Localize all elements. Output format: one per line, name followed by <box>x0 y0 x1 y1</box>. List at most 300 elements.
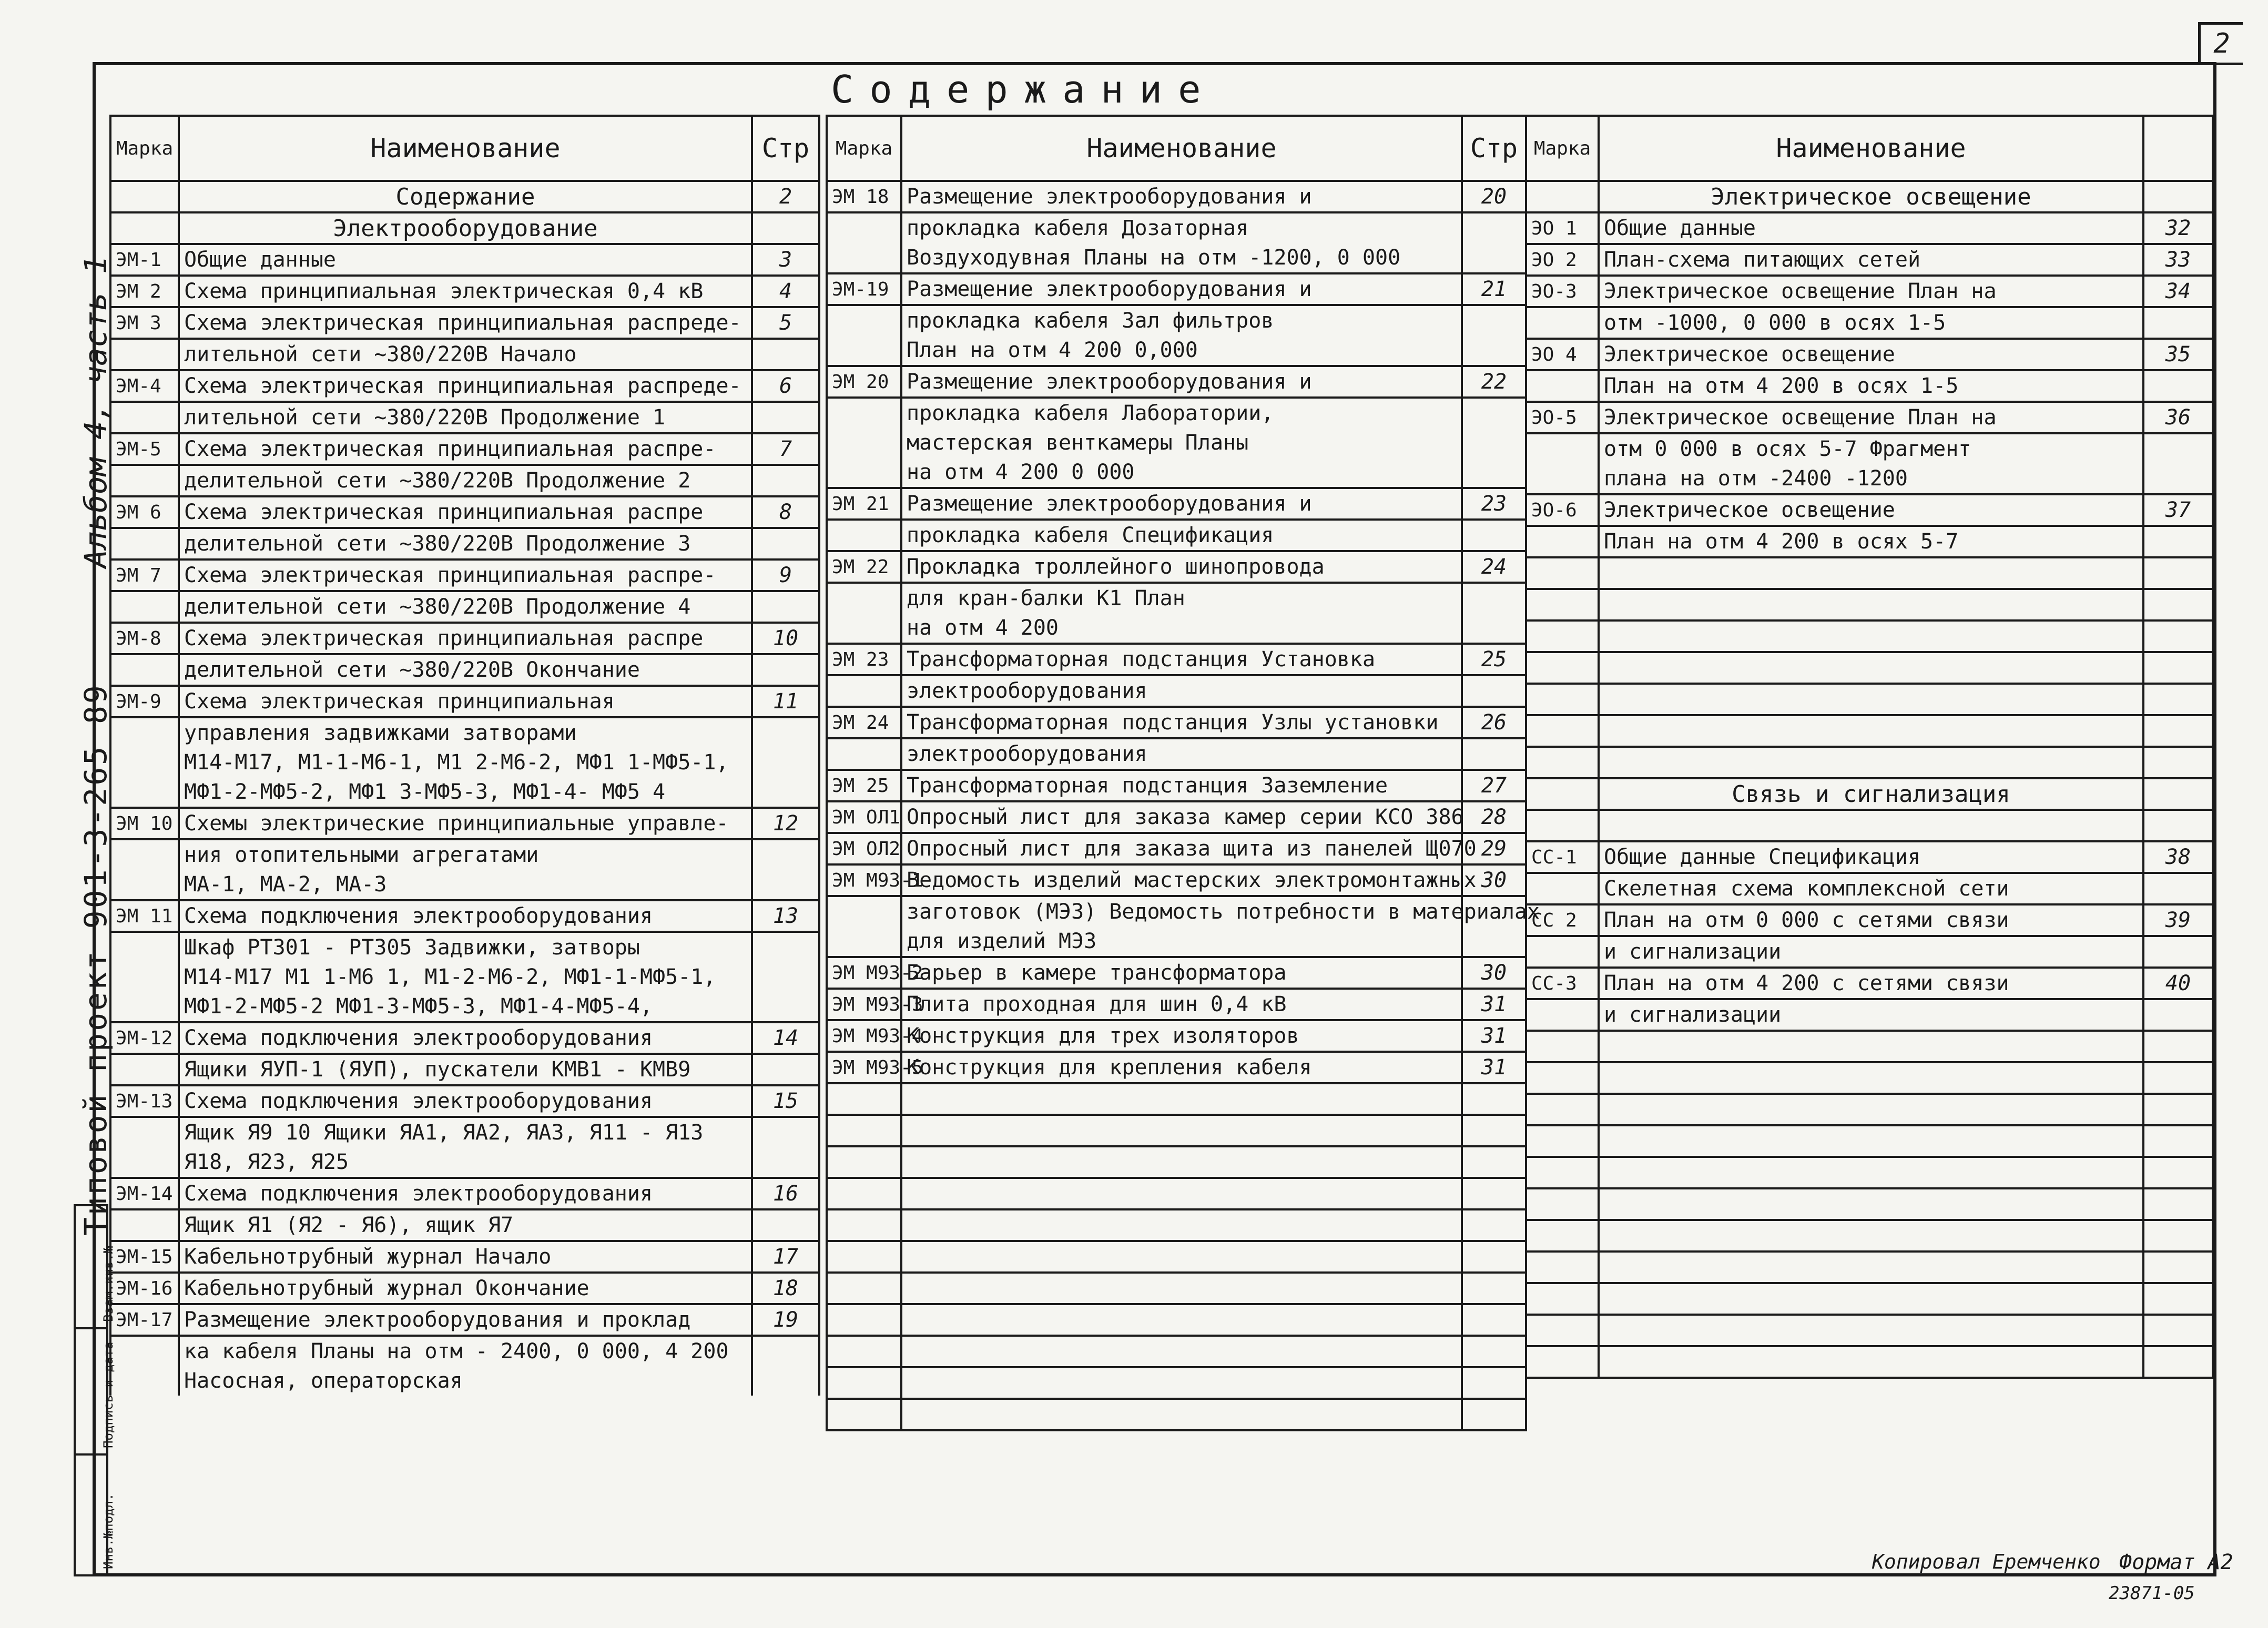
table-row <box>110 1147 819 1178</box>
table-row <box>827 1083 1526 1115</box>
row-mark <box>1526 873 1599 904</box>
table-row <box>827 1273 1526 1304</box>
row-page <box>2143 1251 2213 1283</box>
row-mark <box>827 212 901 243</box>
row-name: Схемы электрические принципиальные управле- <box>179 808 752 839</box>
table-row <box>1526 526 2213 557</box>
table-row <box>827 1209 1526 1241</box>
row-mark <box>110 465 179 496</box>
row-page: 20 <box>1462 181 1526 212</box>
row-mark <box>110 402 179 433</box>
row-page <box>752 528 819 559</box>
row-name <box>901 1399 1462 1430</box>
row-mark <box>1526 370 1599 402</box>
row-name: Конструкция для крепления кабеля <box>901 1052 1462 1083</box>
row-mark: ЭМ М93-2 <box>827 957 901 989</box>
row-mark <box>1526 999 1599 1031</box>
row-name <box>901 1273 1462 1304</box>
table-row <box>827 613 1526 644</box>
row-page: 32 <box>2143 212 2213 244</box>
toc-table-2 <box>826 115 1540 1431</box>
row-page <box>2143 589 2213 620</box>
table-row <box>827 864 1526 896</box>
row-name: делительной сети ~380/220В Продолжение 4 <box>179 591 752 623</box>
row-name: и сигнализации <box>1599 999 2143 1031</box>
sheet-number: 2 <box>2198 22 2243 65</box>
row-mark <box>1526 778 1599 810</box>
row-mark: ЭМ 6 <box>110 496 179 528</box>
row-name: Ящик Я9 10 Ящики ЯА1, ЯА2, ЯА3, Я11 - Я13 <box>179 1117 752 1147</box>
table-row <box>1526 1094 2213 1125</box>
table-row <box>110 900 819 932</box>
row-page <box>1462 1241 1526 1273</box>
row-mark: ЭМ 21 <box>827 488 901 520</box>
row-page: 31 <box>1462 1052 1526 1083</box>
table-row <box>110 623 819 654</box>
table-row <box>827 1304 1526 1336</box>
row-name: Схема подключения электрооборудования <box>179 900 752 932</box>
row-name <box>1599 1346 2143 1378</box>
album-label: Альбом 4, часть 1 <box>78 256 114 568</box>
row-page <box>1462 675 1526 707</box>
row-page <box>752 591 819 623</box>
table-row <box>827 1020 1526 1052</box>
table-row <box>1526 778 2213 810</box>
row-page <box>2143 1346 2213 1378</box>
row-mark: ЭМ-8 <box>110 623 179 654</box>
row-mark <box>1526 589 1599 620</box>
row-mark <box>827 1336 901 1367</box>
table-row <box>827 1399 1526 1430</box>
row-mark: ЭМ-1 <box>110 244 179 276</box>
row-name: делительной сети ~380/220В Продолжение 3 <box>179 528 752 559</box>
row-page <box>2143 557 2213 589</box>
row-mark <box>110 932 179 962</box>
row-name <box>1599 1251 2143 1283</box>
table-row <box>110 992 819 1022</box>
row-mark: ЭМ 7 <box>110 559 179 591</box>
table-row <box>110 686 819 717</box>
row-page <box>752 777 819 808</box>
table-row <box>827 896 1526 927</box>
row-mark: ЭМ 10 <box>110 808 179 839</box>
row-page <box>1462 457 1526 488</box>
row-page <box>1462 335 1526 366</box>
row-name: М14-М17 М1 1-М6 1, М1-2-М6-2, МФ1-1-МФ5-1, <box>179 962 752 992</box>
row-mark <box>827 1367 901 1399</box>
row-page <box>2143 181 2213 212</box>
row-name <box>1599 1283 2143 1315</box>
row-mark <box>110 339 179 370</box>
row-name: электрооборудования <box>901 738 1462 770</box>
row-name: План на отм 4 200 с сетями связи <box>1599 968 2143 999</box>
row-name <box>1599 810 2143 841</box>
row-name <box>901 1241 1462 1273</box>
row-page: 9 <box>752 559 819 591</box>
row-page <box>1462 738 1526 770</box>
row-page: 28 <box>1462 801 1526 833</box>
row-name: Размещение электрооборудования и проклад <box>179 1304 752 1336</box>
project-label: Типовой проект 901-3-265 89 <box>78 683 114 1236</box>
table-row <box>827 243 1526 273</box>
table-row <box>110 1304 819 1336</box>
row-mark: ЭМ 23 <box>827 644 901 675</box>
row-name: ка кабеля Планы на отм - 2400, 0 000, 4 200 <box>179 1336 752 1366</box>
row-name <box>1599 620 2143 652</box>
section-heading: Электрическое освещение <box>1599 181 2143 212</box>
stamp-label-sign: Подпись и дата <box>101 1341 116 1448</box>
row-name: Прокладка троллейного шинопровода <box>901 551 1462 583</box>
row-mark <box>1526 936 1599 968</box>
row-mark <box>110 839 179 870</box>
row-mark: ЭМ М93-1 <box>827 864 901 896</box>
row-page <box>1462 1304 1526 1336</box>
table-row <box>1526 557 2213 589</box>
row-mark <box>1526 1315 1599 1346</box>
table-row <box>827 957 1526 989</box>
row-page: 3 <box>752 244 819 276</box>
row-name: План на отм 4 200 в осях 1-5 <box>1599 370 2143 402</box>
row-name: Скелетная схема комплексной сети <box>1599 873 2143 904</box>
row-mark <box>110 1209 179 1241</box>
table-row <box>1526 968 2213 999</box>
row-name: Схема электрическая принципиальная распре- <box>179 433 752 465</box>
row-name: План на отм 4 200 0,000 <box>901 335 1462 366</box>
table-row <box>827 644 1526 675</box>
row-name: Воздуходувная Планы на отм -1200, 0 000 <box>901 243 1462 273</box>
row-page <box>2143 747 2213 778</box>
row-page <box>2143 1315 2213 1346</box>
table-row <box>110 181 819 212</box>
row-mark <box>110 1054 179 1085</box>
table-row <box>1526 1157 2213 1188</box>
row-mark <box>110 1336 179 1366</box>
row-page: 30 <box>1462 864 1526 896</box>
row-page: 4 <box>752 276 819 307</box>
row-page <box>1462 1209 1526 1241</box>
row-mark <box>110 181 179 212</box>
row-page: 30 <box>1462 957 1526 989</box>
table-row <box>827 398 1526 428</box>
table-row <box>1526 1062 2213 1094</box>
table-row <box>110 496 819 528</box>
table-row <box>1526 589 2213 620</box>
row-name <box>901 1209 1462 1241</box>
table-row <box>827 1241 1526 1273</box>
table-row <box>110 1085 819 1117</box>
row-name: МФ1-2-МФ5-2 МФ1-3-МФ5-3, МФ1-4-МФ5-4, <box>179 992 752 1022</box>
table-row <box>110 307 819 339</box>
row-name: Ящик Я1 (Я2 - Я6), ящик Я7 <box>179 1209 752 1241</box>
row-name <box>1599 1220 2143 1251</box>
header-mark: Марка <box>110 116 179 181</box>
row-page <box>2143 810 2213 841</box>
row-name: МА-1, МА-2, МА-3 <box>179 870 752 900</box>
row-name: Размещение электрооборудования и <box>901 366 1462 398</box>
table-row <box>1526 747 2213 778</box>
row-name: Размещение электрооборудования и <box>901 181 1462 212</box>
sheet-format: Формат А2 <box>2119 1550 2233 1574</box>
table-row <box>827 1052 1526 1083</box>
row-mark <box>110 591 179 623</box>
row-name: Шкаф РТ301 - РТ305 Задвижки, затворы <box>179 932 752 962</box>
table-row <box>110 1178 819 1209</box>
row-page <box>2143 999 2213 1031</box>
row-page <box>2143 1220 2213 1251</box>
row-mark <box>827 583 901 613</box>
row-page <box>2143 1094 2213 1125</box>
row-name: Размещение электрооборудования и <box>901 488 1462 520</box>
row-name <box>901 1367 1462 1399</box>
table-row <box>1526 1188 2213 1220</box>
row-page <box>1462 1399 1526 1430</box>
row-page <box>2143 652 2213 684</box>
row-page: 33 <box>2143 244 2213 276</box>
header-page-empty <box>2143 116 2213 181</box>
table-row <box>1526 370 2213 402</box>
row-page <box>1462 1367 1526 1399</box>
row-name: Схема подключения электрооборудования <box>179 1178 752 1209</box>
table-row <box>827 488 1526 520</box>
row-mark: ЭМ-12 <box>110 1022 179 1054</box>
row-page: 26 <box>1462 707 1526 738</box>
row-mark <box>827 675 901 707</box>
row-page <box>2143 715 2213 747</box>
row-name: План на отм 4 200 в осях 5-7 <box>1599 526 2143 557</box>
row-mark <box>110 654 179 686</box>
row-mark <box>827 927 901 957</box>
row-page: 5 <box>752 307 819 339</box>
row-page <box>2143 1283 2213 1315</box>
row-mark <box>827 335 901 366</box>
row-page <box>1462 613 1526 644</box>
row-name: прокладка кабеля Лаборатории, <box>901 398 1462 428</box>
row-name: Трансформаторная подстанция Узлы установки <box>901 707 1462 738</box>
row-page <box>2143 1031 2213 1062</box>
row-mark: ЭМ-9 <box>110 686 179 717</box>
row-mark: СС-1 <box>1526 841 1599 873</box>
row-page <box>1462 212 1526 243</box>
row-name: Схема электрическая принципиальная распре <box>179 496 752 528</box>
row-mark <box>110 717 179 748</box>
row-name: МФ1-2-МФ5-2, МФ1 3-МФ5-3, МФ1-4- МФ5 4 <box>179 777 752 808</box>
header-mark: Марка <box>1526 116 1599 181</box>
row-name <box>1599 1157 2143 1188</box>
row-page <box>752 962 819 992</box>
table-row <box>110 1054 819 1085</box>
row-mark: ЭМ 20 <box>827 366 901 398</box>
row-name: Плита проходная для шин 0,4 кВ <box>901 989 1462 1020</box>
row-mark <box>1526 181 1599 212</box>
row-mark: ЭМ 25 <box>827 770 901 801</box>
table-row <box>827 801 1526 833</box>
row-mark <box>1526 747 1599 778</box>
row-name <box>1599 1031 2143 1062</box>
row-mark <box>110 992 179 1022</box>
row-page <box>752 212 819 244</box>
row-name <box>1599 747 2143 778</box>
row-mark <box>110 1366 179 1396</box>
row-name <box>901 1336 1462 1367</box>
row-page <box>1462 927 1526 957</box>
row-name: Опросный лист для заказа щита из панелей Щ070 <box>901 833 1462 864</box>
row-mark: ЭМ-13 <box>110 1085 179 1117</box>
row-mark <box>827 1304 901 1336</box>
table-row <box>110 1336 819 1366</box>
row-mark: ЭМ М93-4 <box>827 1020 901 1052</box>
row-mark: ЭМ 2 <box>110 276 179 307</box>
row-page <box>752 654 819 686</box>
row-name: заготовок (МЭЗ) Ведомость потребности в материалах <box>901 896 1462 927</box>
table-row <box>1526 715 2213 747</box>
row-mark <box>1526 1251 1599 1283</box>
archive-code: 23871-05 <box>2109 1583 2195 1604</box>
row-mark <box>1526 1283 1599 1315</box>
row-name: Схема электрическая принципиальная распреде- <box>179 370 752 402</box>
row-name <box>1599 1062 2143 1094</box>
table-row <box>1526 620 2213 652</box>
table-row <box>1526 1315 2213 1346</box>
table-row <box>1526 810 2213 841</box>
row-page: 2 <box>752 181 819 212</box>
row-page <box>2143 778 2213 810</box>
row-mark: ЭМ-17 <box>110 1304 179 1336</box>
row-name: Электрическое освещение План на <box>1599 402 2143 433</box>
table-row <box>1526 464 2213 494</box>
row-name <box>1599 557 2143 589</box>
row-mark: ЭМ 11 <box>110 900 179 932</box>
row-page <box>752 1054 819 1085</box>
row-page <box>752 402 819 433</box>
row-name: Ящики ЯУП-1 (ЯУП), пускатели КМВ1 - КМВ9 <box>179 1054 752 1085</box>
row-name: управления задвижками затворами <box>179 717 752 748</box>
row-page <box>752 1147 819 1178</box>
row-mark <box>1526 433 1599 464</box>
row-mark <box>1526 1346 1599 1378</box>
row-page: 37 <box>2143 494 2213 526</box>
row-name: прокладка кабеля Зал фильтров <box>901 305 1462 335</box>
header-page: Стр <box>752 116 819 181</box>
row-page <box>752 870 819 900</box>
row-page: 14 <box>752 1022 819 1054</box>
row-mark: ЭО 2 <box>1526 244 1599 276</box>
header-mark: Марка <box>827 116 901 181</box>
row-mark <box>1526 307 1599 339</box>
row-mark: ЭМ-14 <box>110 1178 179 1209</box>
row-mark <box>827 738 901 770</box>
row-page <box>1462 243 1526 273</box>
row-page: 13 <box>752 900 819 932</box>
row-page <box>752 1366 819 1396</box>
table-row <box>110 870 819 900</box>
row-mark <box>827 305 901 335</box>
table-row <box>110 1241 819 1273</box>
table-row <box>110 1366 819 1396</box>
row-name: для изделий МЭЗ <box>901 927 1462 957</box>
row-name: Электрическое освещение План на <box>1599 276 2143 307</box>
table-row <box>1526 212 2213 244</box>
table-row <box>827 1336 1526 1367</box>
row-mark: ЭМ-19 <box>827 273 901 305</box>
row-page <box>1462 1115 1526 1146</box>
table-row <box>110 370 819 402</box>
row-name: Опросный лист для заказа камер серии КСО 386 <box>901 801 1462 833</box>
row-mark <box>1526 1125 1599 1157</box>
row-page <box>752 748 819 777</box>
row-page <box>2143 873 2213 904</box>
row-name: мастерская венткамеры Планы <box>901 428 1462 457</box>
row-mark <box>110 748 179 777</box>
row-name <box>1599 1315 2143 1346</box>
row-mark <box>827 520 901 551</box>
row-mark <box>827 1146 901 1178</box>
row-page <box>2143 1157 2213 1188</box>
header-name: Наименование <box>179 116 752 181</box>
row-name: Насосная, операторская <box>179 1366 752 1396</box>
table-row <box>827 457 1526 488</box>
row-mark <box>1526 1220 1599 1251</box>
row-mark <box>1526 464 1599 494</box>
row-page <box>1462 1336 1526 1367</box>
row-page <box>752 839 819 870</box>
row-page <box>2143 684 2213 715</box>
table-row <box>827 1178 1526 1209</box>
table-row <box>110 402 819 433</box>
table-row <box>827 1367 1526 1399</box>
row-name: на отм 4 200 0 000 <box>901 457 1462 488</box>
table-row <box>110 717 819 748</box>
row-name <box>1599 715 2143 747</box>
row-mark: ЭМ 24 <box>827 707 901 738</box>
row-page: 25 <box>1462 644 1526 675</box>
table-row <box>110 465 819 496</box>
table-row <box>827 989 1526 1020</box>
table-row <box>1526 494 2213 526</box>
row-name <box>1599 589 2143 620</box>
table-row <box>110 1273 819 1304</box>
stamp-label-inv: Инв.№подл. <box>101 1493 116 1569</box>
row-mark <box>827 1273 901 1304</box>
row-mark: ЭМ М93-3 <box>827 989 901 1020</box>
table-row <box>110 1209 819 1241</box>
row-name: ния отопительными агрегатами <box>179 839 752 870</box>
header-page: Стр <box>1462 116 1526 181</box>
section-heading: Содержание <box>179 181 752 212</box>
row-name: отм -1000, 0 000 в осях 1-5 <box>1599 307 2143 339</box>
row-name <box>1599 684 2143 715</box>
row-page <box>1462 1083 1526 1115</box>
row-mark <box>1526 715 1599 747</box>
table-row <box>1526 936 2213 968</box>
row-name: делительной сети ~380/220В Окончание <box>179 654 752 686</box>
row-mark <box>827 1399 901 1430</box>
copied-by: Копировал Еремченко <box>1872 1550 2101 1573</box>
row-mark <box>110 1117 179 1147</box>
table-row <box>1526 841 2213 873</box>
table-row <box>1526 873 2213 904</box>
table-row <box>1526 1125 2213 1157</box>
stamp-label-replace: Взам.инв.№ <box>101 1246 116 1322</box>
row-mark: ЭМ-4 <box>110 370 179 402</box>
row-name: Общие данные Спецификация <box>1599 841 2143 873</box>
row-name <box>1599 1125 2143 1157</box>
row-page: 23 <box>1462 488 1526 520</box>
row-mark <box>1526 810 1599 841</box>
table-row <box>827 583 1526 613</box>
table-row <box>1526 684 2213 715</box>
row-name: Барьер в камере трансформатора <box>901 957 1462 989</box>
row-mark <box>1526 557 1599 589</box>
